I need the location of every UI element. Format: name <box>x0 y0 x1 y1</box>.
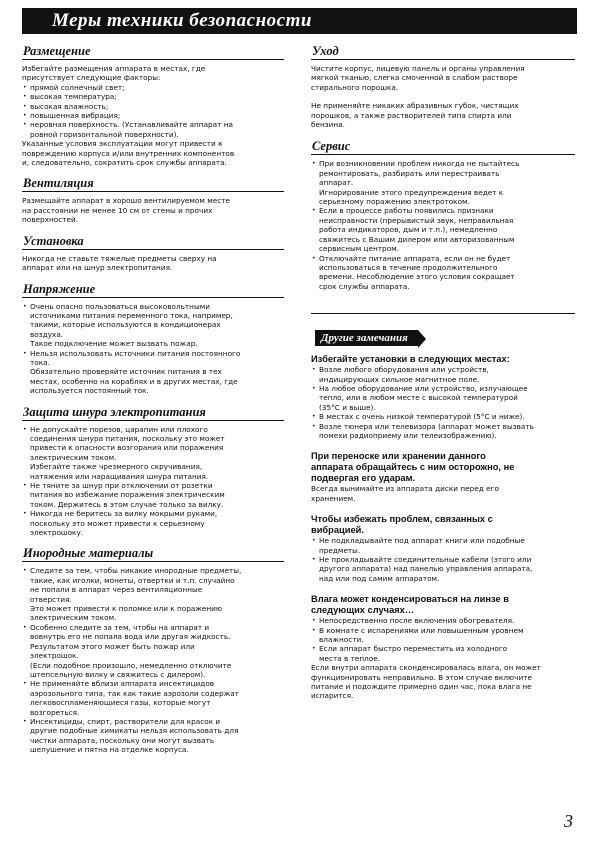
paragraph: Не применяйте никаких абразивных губок, чистящих порошков, а также растворителей типа спирта или бензина. <box>311 101 519 130</box>
section-voltage <box>22 282 284 396</box>
page-title: Меры техники безопасности <box>52 10 312 31</box>
section-ventilation <box>22 176 284 224</box>
bullet-list <box>22 83 284 139</box>
list-item: • Никогда не беритесь за вилку мокрыми руками, поскольку это может привести к серьезному электрошоку. <box>22 509 284 537</box>
list-item: • высокая влажность; <box>22 102 284 111</box>
other-notes-badge: Другие замечания <box>315 330 418 346</box>
bullet-list <box>311 616 575 663</box>
subheading: Чтобы избежать проблем, связанных с вибрацией. <box>311 514 493 536</box>
page-number: 3 <box>564 811 573 831</box>
paragraph: Размещайте аппарат в хорошо вентилируемом месте на расстоянии не менее 10 см от стены и прочих поверхностей. <box>22 196 230 225</box>
section-install <box>22 234 284 273</box>
subheading: Избегайте установки в следующих местах: <box>311 354 510 365</box>
list-item: • Отключайте питание аппарата, если он не будет использоваться в течение продолжительного времени. Несоблюдение этого условия сокращает срок службы аппарата. <box>311 254 575 292</box>
paragraph: Избегайте размещения аппарата в местах, где присутствует следующие факторы: <box>22 64 206 83</box>
list-item: • Не допускайте порезов, царапин или плохого соединения шнура питания, поскольку это может привести к опасности возгорания или поражения электрическим током. Избегайте также чрезмерного скручивания, натяжения или наращивания шнура питания. <box>22 425 284 481</box>
list-item: • Не применяйте вблизи аппарата инсектицидов аэрозольного типа, так как такие аэрозоли содержат легковоспламеняющиеся газы, которые могут возгореться. <box>22 679 284 717</box>
list-item: • Особенно следите за тем, чтобы на аппарат и вовнутрь его не попала вода или другая жидкость. Результатом этого может быть пожар или электрошок. (Если подобное произошло, немедленно отключите штепсельную вилку и свяжитесь с дилером). <box>22 623 284 679</box>
title-bar <box>22 8 577 34</box>
list-item: • Если аппарат быстро переместить из холодного места в теплое. <box>311 644 575 663</box>
list-item: • Если в процессе работы появились признаки неисправности (прерывистый звук, неправильная работа индикаторов, дым и т.п.), немедленно свяжитесь с Вашим дилером или авторизованным сервисным центром. <box>311 206 575 253</box>
bullet-list <box>22 566 284 754</box>
list-item: • Непосредственно после включения обогревателя. <box>311 616 575 625</box>
section-heading: Напряжение <box>22 282 284 298</box>
paragraph: Если внутри аппарата сконденсировалась влага, он может функционировать неправильно. В этом случае включите питание и подождите примерно один час, пока влага не испарится. <box>311 663 541 701</box>
bullet-list <box>311 159 575 291</box>
section-placement <box>22 44 284 167</box>
list-item: • Нельзя использовать источники питания постоянного тока. Обязательно проверяйте источник питания в тех местах, особенно на кораблях и в других местах, где используется постоянный ток. <box>22 349 284 396</box>
bullet-list <box>22 302 284 396</box>
list-item: • В комнате с испарениями или повышенным уровнем влажности. <box>311 626 575 645</box>
paragraph: Никогда не ставьте тяжелые предметы сверху на аппарат или на шнур электропитания. <box>22 253 217 273</box>
section-service <box>311 139 575 291</box>
list-item: • Не подкладывайте под аппарат книги или подобные предметы. <box>311 536 575 555</box>
list-item: • Возле тюнера или телевизора (аппарат может вызвать помехи радиоприему или телеизображению). <box>311 422 575 441</box>
list-item: • Не прокладывайте соединительные кабели (этого или другого аппарата) над панелью управления аппарата, над или под самим аппаратом. <box>311 555 575 583</box>
right-column <box>311 44 575 701</box>
other-notes-badge-wrap <box>315 326 575 346</box>
section-heading: Размещение <box>22 44 284 60</box>
bullet-list <box>311 536 575 583</box>
subheading: Влага может конденсироваться на линзе в следующих случаях… <box>311 594 509 616</box>
section-heading: Защита шнура электропитания <box>22 405 284 421</box>
list-item: • Возле любого оборудования или устройств, индицирующих сильное магнитное поле. <box>311 365 575 384</box>
list-item: • неровная поверхность. (Устанавливайте аппарат на ровной горизонтальной поверхности). <box>22 120 284 139</box>
section-other <box>311 313 575 701</box>
list-item: • прямой солнечный свет; <box>22 83 284 92</box>
section-heading: Инородные материалы <box>22 546 284 562</box>
bullet-list <box>311 365 575 440</box>
subheading: При переноске или хранении данного аппарата обращайтесь с ним осторожно, не подвергая его ударам. <box>311 451 515 484</box>
list-item: • Следите за тем, чтобы никакие инородные предметы, такие, как иголки, монеты, отвертки и т.п. случайно не попали в аппарат через вентиляционные отверстия. Это может привести к поломке или к поражению электрическим током. <box>22 566 284 622</box>
paragraph: Чистите корпус, лицевую панель и органы управления мягкой тканью, слегка смоченной в слабом растворе стирального порошка. <box>311 64 525 92</box>
section-heading: Сервис <box>311 139 575 155</box>
list-item: • На любое оборудование или устройство, излучающее тепло, или в любом месте с высокой температурой (35°С и выше). <box>311 384 575 412</box>
paragraph: Указанные условия эксплуатации могут привести к повреждению корпуса и/или внутренних компонентов и, следовательно, сократить срок службы аппарата. <box>22 139 235 168</box>
section-cord <box>22 405 284 538</box>
left-column <box>22 44 284 755</box>
list-item: • высокая температура; <box>22 92 284 101</box>
list-item: • Очень опасно пользоваться высоковольтными источниками питания переменного тока, например, такими, которые используются в кондиционерах воздуха. Такое подключение может вызвать пожар. <box>22 302 284 349</box>
list-item: • Инсектициды, спирт, растворители для красок и другие подобные химикаты нельзя использовать для чистки аппарата, поскольку они могут вызвать шелушение и пятна на отделке корпуса. <box>22 717 284 755</box>
section-care <box>311 44 575 129</box>
section-foreign <box>22 546 284 754</box>
list-item: • В местах с очень низкой температурой (5°С и ниже). <box>311 412 575 421</box>
section-heading: Вентиляция <box>22 176 284 192</box>
bullet-list <box>22 425 284 538</box>
list-item: • повышенная вибрация; <box>22 111 284 120</box>
list-item: • При возникновении проблем никогда не пытайтесь ремонтировать, разбирать или перестраивать аппарат. Игнорирование этого предупреждения ведет к серьезному поражению электротоком. <box>311 159 575 206</box>
section-heading: Установка <box>22 234 284 250</box>
list-item: • Не тяните за шнур при отключении от розетки питания во избежание поражения электрическим током. Держитесь в этом случае только за вилку. <box>22 481 284 509</box>
paragraph: Всегда вынимайте из аппарата диски перед его хранением. <box>311 484 499 503</box>
section-heading: Уход <box>311 44 575 60</box>
